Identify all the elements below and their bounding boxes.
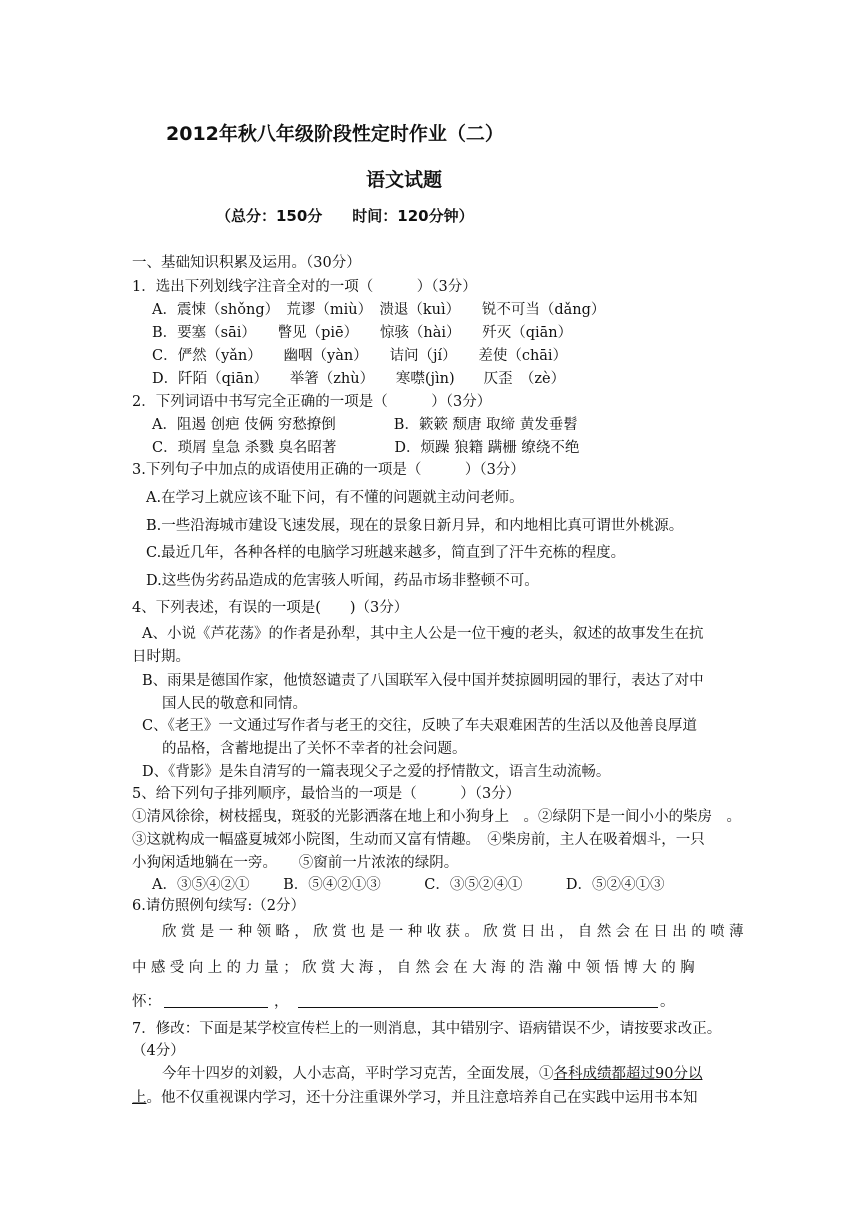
q6-comma: ，: [274, 994, 289, 1010]
q5-stem: 5、给下列句子排列顺序，最恰当的一项是（ ）（3分）: [132, 786, 521, 802]
q6-stem: 6.请仿照例句续写:（2分）: [132, 898, 305, 914]
q5-options: A．③⑤④②① B．⑤④②①③ C．③⑤②④① D．⑤②④①③: [152, 877, 665, 893]
q3-stem: 3.下列句子中加点的成语使用正确的一项是（ ）（3分）: [132, 462, 525, 478]
q5-line: 小狗闲适地躺在一旁。 ⑤窗前一片浓浓的绿阴。: [132, 855, 459, 871]
q1-option-b: B．要塞（sāi） 瞥见（piē） 惊骇（hài） 歼灭（qiān）: [152, 325, 573, 341]
q7-text: 。他不仅重视课内学习，还十分注重课外学习，并且注意培养自己在实践中运用书本知: [146, 1090, 698, 1106]
q7-paragraph: [132, 1088, 698, 1108]
q4-line: 日时期。: [132, 649, 190, 665]
q1-stem: 1．选出下列划线字注音全对的一项（ ）（3分）: [132, 279, 477, 295]
q7-text: 今年十四岁的刘毅，人小志高，平时学习克苦，全面发展，①: [162, 1066, 554, 1082]
q5-line: ③这就构成一幅盛夏城郊小院图，生动而又富有情趣。 ④柴房前，主人在吸着烟斗，一只: [132, 832, 705, 848]
q4-line: 国人民的敬意和同情。: [162, 696, 307, 712]
q1-option-d: D．阡陌（qiān） 举箸（zhù） 寒噤(jìn) 仄歪 （zè）: [152, 371, 566, 387]
q4-line: C、《老王》一文通过写作者与老王的交往，反映了车夫艰难困苦的生活以及他善良厚道: [142, 718, 697, 734]
q1-option-a: A．震悚（shǒng） 荒谬（miù） 溃退（kuì） 锐不可当（dǎng）: [152, 302, 606, 318]
q4-line: 的品格，含蓄地提出了关怀不幸者的社会问题。: [162, 741, 467, 757]
q3-option-a: A.在学习上就应该不耻下问，有不懂的问题就主动问老师。: [146, 490, 524, 506]
q3-option-b: B.一些沿海城市建设飞速发展，现在的景象日新月异，和内地相比真可谓世外桃源。: [146, 518, 684, 534]
q6-example-line: 中感受向上的力量；欣赏大海，自然会在大海的浩瀚中领悟博大的胸: [132, 960, 699, 976]
q6-prefix: 怀：: [132, 994, 161, 1010]
q7-underlined-sentence: 各科成绩都超过90分以: [553, 1066, 703, 1082]
subject-title: 语文试题: [366, 169, 443, 191]
q7-stem: 7．修改：下面是某学校宣传栏上的一则消息，其中错别字、语病错误不少，请按要求改正。: [132, 1021, 722, 1037]
q2-options-ab: A．阻遏 创疤 伎俩 穷愁撩倒 B．簌簌 颓唐 取缔 黄发垂髫: [152, 417, 578, 433]
section-heading: 一、基础知识积累及运用。（30分）: [132, 255, 361, 271]
q4-line: D、《背影》是朱自清写的一篇表现父子之爱的抒情散文，语言生动流畅。: [142, 764, 611, 780]
q6-example-line: 欣赏是一种领略，欣赏也是一种收获。欣赏日出，自然会在日出的喷薄: [162, 924, 748, 940]
q4-line: B、雨果是德国作家，他愤怒谴责了八国联军入侵中国并焚掠圆明园的罪行，表达了对中: [142, 673, 704, 689]
q6-period: 。: [660, 994, 675, 1010]
exam-title: 2012年秋八年级阶段性定时作业（二）: [166, 123, 504, 145]
q5-line: ①清风徐徐，树枝摇曳，斑驳的光影洒落在地上和小狗身上 。②绿阴下是一间小小的柴房 。: [132, 809, 741, 825]
q2-options-cd: C．琐屑 皇急 杀戮 臭名昭著 D．烦躁 狼籍 蹒栅 缭绕不绝: [152, 440, 580, 456]
q2-stem: 2．下列词语中书写完全正确的一项是（ ）（3分）: [132, 394, 492, 410]
q7-paragraph: [162, 1064, 702, 1084]
q7-points: （4分）: [132, 1043, 185, 1059]
q3-option-d: D.这些伪劣药品造成的危害骇人听闻，药品市场非整顿不可。: [146, 573, 539, 589]
exam-meta: （总分：150分 时间：120分钟）: [216, 207, 474, 225]
q4-stem: 4、下列表述，有误的一项是( )（3分）: [132, 600, 409, 616]
q6-answer-blank-1[interactable]: [164, 993, 268, 1008]
q6-answer-blank-2[interactable]: [298, 993, 658, 1008]
q1-option-c: C．俨然（yǎn） 幽咽（yàn） 诘问（jí） 差使（chāi）: [152, 348, 568, 364]
q4-line: A、小说《芦花荡》的作者是孙犁，其中主人公是一位干瘦的老头，叙述的故事发生在抗: [142, 626, 704, 642]
q3-option-c: C.最近几年，各种各样的电脑学习班越来越多，简直到了汗牛充栋的程度。: [146, 545, 626, 561]
q7-underlined-sentence: 上: [132, 1090, 147, 1106]
